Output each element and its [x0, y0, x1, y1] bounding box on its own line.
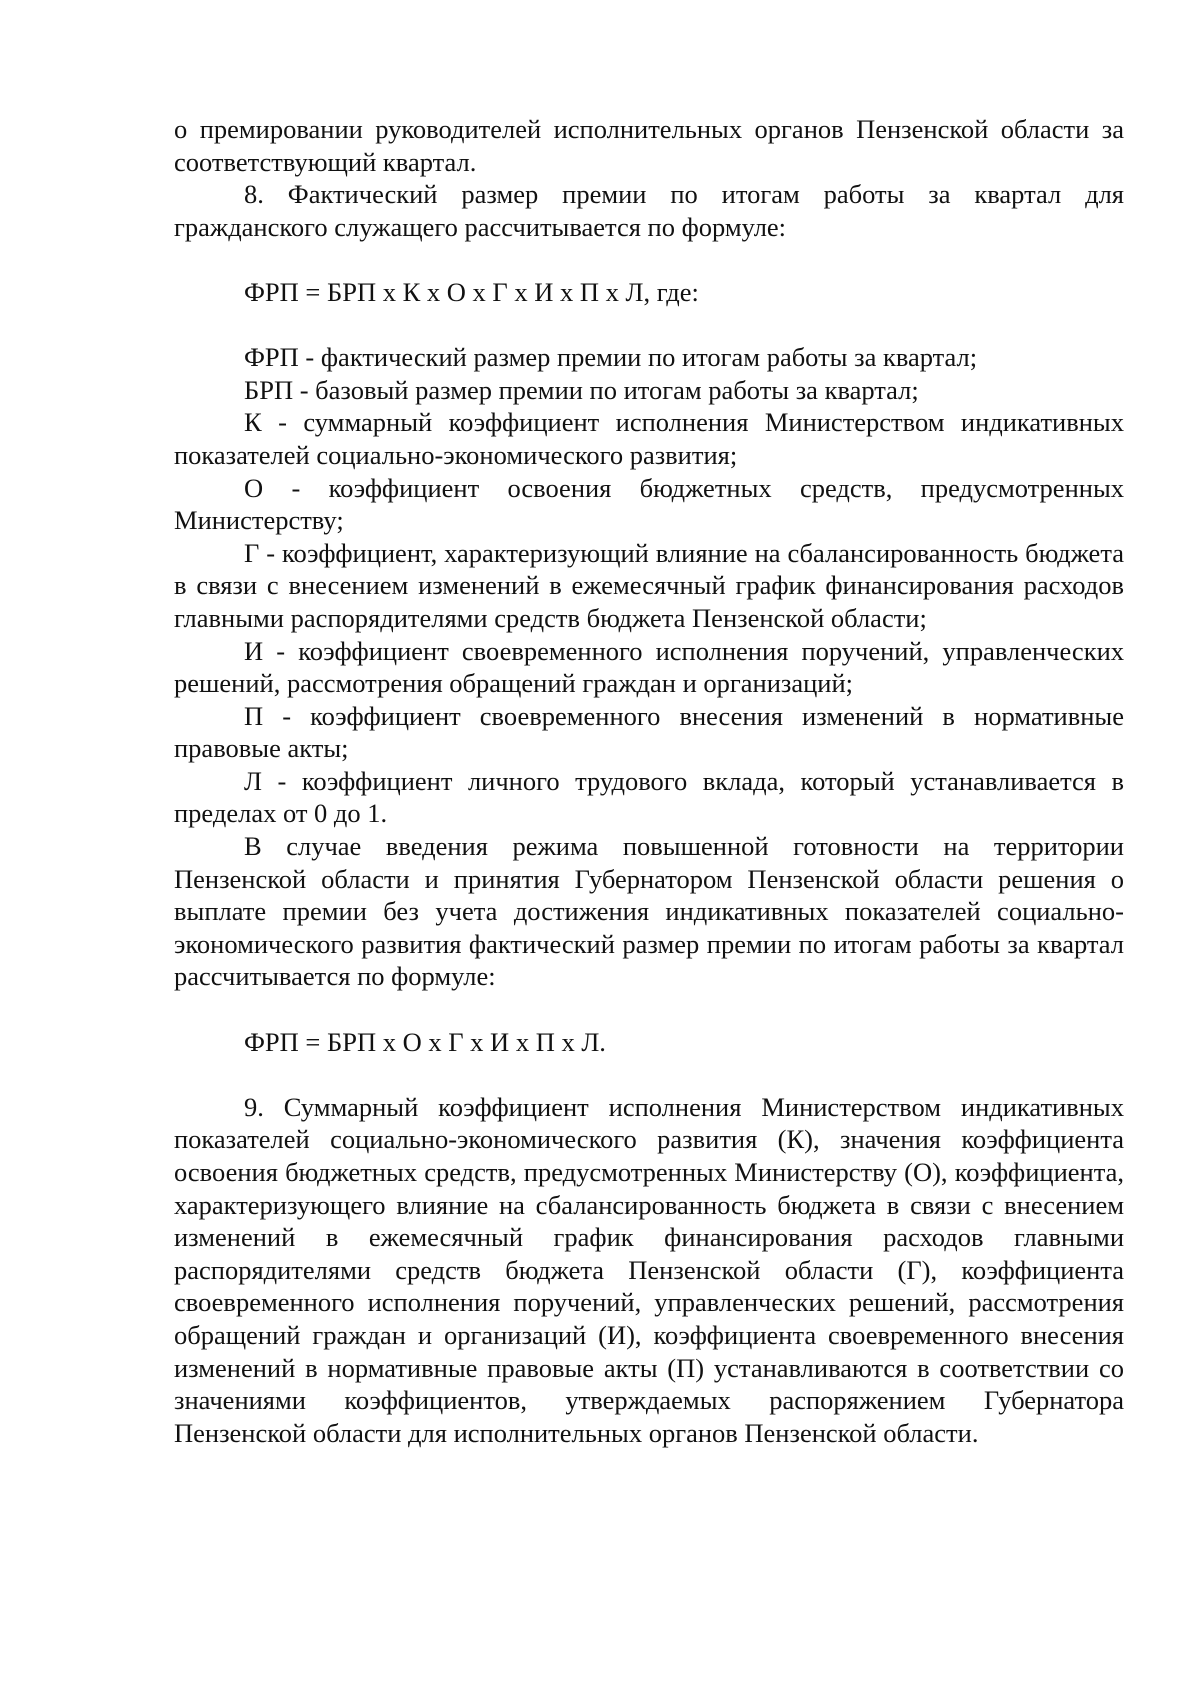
emergency-formula: ФРП = БРП x О x Г x И x П x Л. — [244, 1026, 606, 1057]
definition-p: П - коэффициент своевременного внесения изменений в нормативные правовые акты; — [174, 700, 1124, 764]
definition-frp: ФРП - фактический размер премии по итогам работы за квартал; — [244, 342, 978, 373]
main-formula: ФРП = БРП x К x О x Г x И x П x Л, где: — [244, 276, 699, 307]
definition-g: Г - коэффициент, характеризующий влияние на сбалансированность бюджета в связи с внесением изменений в ежемесячный график финансирования расходов главными распорядителями средств бюджета Пензенской области; — [174, 537, 1124, 633]
definition-brp: БРП - базовый размер премии по итогам работы за квартал; — [244, 374, 919, 405]
definition-o: О - коэффициент освоения бюджетных средств, предусмотренных Министерству; — [174, 472, 1124, 536]
definition-i: И - коэффициент своевременного исполнения поручений, управленческих решений, рассмотрения обращений граждан и организаций; — [174, 635, 1124, 699]
spacer — [174, 309, 1124, 342]
intro-continuation-paragraph: о премировании руководителей исполнительных органов Пензенской области за соответствующий квартал. — [174, 114, 1124, 177]
definition-k: К - суммарный коэффициент исполнения Министерством индикативных показателей социально-экономического развития; — [174, 407, 1124, 470]
spacer — [174, 1058, 1124, 1091]
document-page — [174, 113, 1124, 1449]
item-9-paragraph: 9. Суммарный коэффициент исполнения Министерством индикативных показателей социально-экономического развития (К), значения коэффициента освоения бюджетных средств, предусмотренных Министерству (О), коэффициента, характеризующего влияние на сбалансированность бюджета в связи с внесением изменений в ежемесячный график финансирования расходов главными распорядителями средств бюджета Пензенской области (Г), коэффициента своевременного исполнения поручений, управленческих решений, рассмотрения обращений граждан и организаций (И), коэффициента своевременного внесения изменений в нормативные правовые акты (П) устанавливаются в соответствии со значениями коэффициентов, утверждаемых распоряжением Губернатора Пензенской области для исполнительных органов Пензенской области. — [174, 1091, 1124, 1448]
item-8-paragraph: 8. Фактический размер премии по итогам работы за квартал для гражданского служащего рассчитывается по формуле: — [174, 179, 1124, 242]
spacer — [174, 993, 1124, 1026]
spacer — [174, 243, 1124, 276]
definition-l: Л - коэффициент личного трудового вклада, который устанавливается в пределах от 0 до 1. — [174, 765, 1124, 829]
emergency-paragraph: В случае введения режима повышенной готовности на территории Пензенской области и принятия Губернатором Пензенской области решения о выплате премии без учета достижения индикативных показателей социально-экономического развития фактический размер премии по итогам работы за квартал рассчитывается по формуле: — [174, 831, 1124, 992]
